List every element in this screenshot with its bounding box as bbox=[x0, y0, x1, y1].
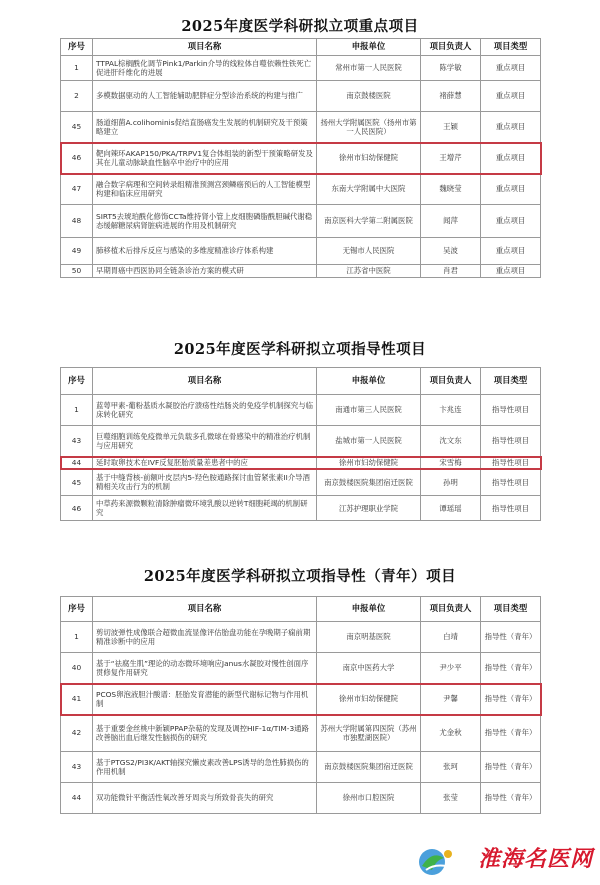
project-leader: 沈文东 bbox=[421, 426, 481, 457]
project-type: 重点项目 bbox=[481, 238, 541, 265]
header-project-name: 项目名称 bbox=[93, 39, 317, 56]
header-project-name: 项目名称 bbox=[93, 368, 317, 395]
project-leader: 魏晓莹 bbox=[421, 174, 481, 205]
project-type: 指导性项目 bbox=[481, 395, 541, 426]
project-type: 重点项目 bbox=[481, 56, 541, 81]
table-row bbox=[61, 457, 541, 469]
project-name: 剪切波弹性成像联合超微血流显像评估胎盘功能在孕晚期子痫前期精准诊断中的应用 bbox=[93, 622, 317, 653]
project-type: 指导性项目 bbox=[481, 496, 541, 521]
table-row bbox=[61, 715, 541, 752]
row-number: 49 bbox=[61, 238, 93, 265]
header-project-name: 项目名称 bbox=[93, 597, 317, 622]
table-row bbox=[61, 238, 541, 265]
header-no: 序号 bbox=[61, 597, 93, 622]
applicant-unit: 江苏省中医院 bbox=[317, 265, 421, 278]
project-type: 指导性（青年） bbox=[481, 715, 541, 752]
project-leader: 尤金秋 bbox=[421, 715, 481, 752]
applicant-unit: 盐城市第一人民医院 bbox=[317, 426, 421, 457]
project-leader: 尹少平 bbox=[421, 653, 481, 684]
row-number: 45 bbox=[61, 112, 93, 143]
project-type: 指导性项目 bbox=[481, 426, 541, 457]
project-type: 指导性（青年） bbox=[481, 684, 541, 715]
project-leader: 张莹 bbox=[421, 783, 481, 814]
project-name: SIRT5去琥珀酰化修饰CCTa维持肾小管上皮细胞磷脂酰胆碱代谢稳态缓解糖尿病肾脏病进展的作用及机制研究 bbox=[93, 205, 317, 238]
header-unit: 申报单位 bbox=[317, 39, 421, 56]
project-leader: 王增芹 bbox=[421, 143, 481, 174]
project-name: 延时取卵技术在IVF反复胚胎质量差患者中的应 bbox=[93, 457, 317, 469]
header-unit: 申报单位 bbox=[317, 597, 421, 622]
table-row bbox=[61, 174, 541, 205]
row-number: 42 bbox=[61, 715, 93, 752]
project-type: 指导性（青年） bbox=[481, 622, 541, 653]
table-row bbox=[61, 752, 541, 783]
applicant-unit: 东南大学附属中大医院 bbox=[317, 174, 421, 205]
table-row bbox=[61, 265, 541, 278]
table-row bbox=[61, 469, 541, 496]
applicant-unit: 徐州市妇幼保健院 bbox=[317, 457, 421, 469]
project-leader: 宋雪梅 bbox=[421, 457, 481, 469]
row-number: 50 bbox=[61, 265, 93, 278]
row-number: 47 bbox=[61, 174, 93, 205]
header-no: 序号 bbox=[61, 39, 93, 56]
project-type: 指导性（青年） bbox=[481, 752, 541, 783]
header-leader: 项目负责人 bbox=[421, 39, 481, 56]
table-row bbox=[61, 112, 541, 143]
applicant-unit: 南通市第三人民医院 bbox=[317, 395, 421, 426]
row-number: 44 bbox=[61, 783, 93, 814]
project-leader: 张珂 bbox=[421, 752, 481, 783]
project-name: 双功能微针平衡活性氧改善牙周炎与所致骨丧失的研究 bbox=[93, 783, 317, 814]
project-name: 基于重要金丝桃中新颖PPAP杂萜的发现及调控HIF-1α/TIM-3通路改善脑出血后继发性脑损伤的研究 bbox=[93, 715, 317, 752]
table-header-row bbox=[61, 368, 541, 395]
header-type: 项目类型 bbox=[481, 39, 541, 56]
section-title-guidance-projects: 2025年度医学科研拟立项指导性项目 bbox=[173, 341, 427, 358]
row-number: 40 bbox=[61, 653, 93, 684]
guidance-projects-table bbox=[60, 367, 541, 521]
applicant-unit: 南京明基医院 bbox=[317, 622, 421, 653]
table-header-row bbox=[61, 39, 541, 56]
project-name: TTPAL棕榈酰化调节Pink1/Parkin介导的线粒体自噬依赖性铁死亡促进肝纤维化的进展 bbox=[93, 56, 317, 81]
row-number: 41 bbox=[61, 684, 93, 715]
applicant-unit: 南京鼓楼医院集团宿迁医院 bbox=[317, 752, 421, 783]
project-name: 早期胃癌中西医协同全链条诊治方案的模式研 bbox=[93, 265, 317, 278]
applicant-unit: 扬州大学附属医院（扬州市第一人民医院） bbox=[317, 112, 421, 143]
table-row bbox=[61, 684, 541, 715]
header-type: 项目类型 bbox=[481, 368, 541, 395]
applicant-unit: 南京医科大学第二附属医院 bbox=[317, 205, 421, 238]
project-name: 基于“祛腐生肌”理论的动态微环境响应Janus水凝胶对慢性创面序贯修复作用研究 bbox=[93, 653, 317, 684]
table-row bbox=[61, 622, 541, 653]
youth-guidance-projects-table bbox=[60, 596, 541, 814]
project-name: 基于中缝背核-前额叶皮层内5-羟色胺通路探讨血管紧张素II介导酒精相关攻击行为的机制 bbox=[93, 469, 317, 496]
project-type: 重点项目 bbox=[481, 143, 541, 174]
project-name: 巨噬细胞训练免疫微单元负载多孔微球在骨感染中的精准治疗机制与应用研究 bbox=[93, 426, 317, 457]
project-type: 重点项目 bbox=[481, 174, 541, 205]
applicant-unit: 常州市第一人民医院 bbox=[317, 56, 421, 81]
row-number: 1 bbox=[61, 622, 93, 653]
section-title-key-projects: 2025年度医学科研拟立项重点项目 bbox=[181, 18, 419, 35]
project-name: 肺移植术后排斥反应与感染的多维度精准诊疗体系构建 bbox=[93, 238, 317, 265]
project-name: 基于PTGS2/PI3K/AKT轴探究懒皮素改善LPS诱导的急性肺损伤的作用机制 bbox=[93, 752, 317, 783]
header-leader: 项目负责人 bbox=[421, 368, 481, 395]
key-projects-table bbox=[60, 38, 541, 278]
project-name: 肠道细菌A.colihominis促结直肠癌发生发展的机制研究及干预策略建立 bbox=[93, 112, 317, 143]
project-type: 重点项目 bbox=[481, 205, 541, 238]
project-type: 指导性（青年） bbox=[481, 783, 541, 814]
table-row bbox=[61, 783, 541, 814]
applicant-unit: 江苏护理职业学院 bbox=[317, 496, 421, 521]
table-row bbox=[61, 143, 541, 174]
row-number: 48 bbox=[61, 205, 93, 238]
table-row bbox=[61, 81, 541, 112]
project-leader: 白靖 bbox=[421, 622, 481, 653]
project-name: 靶向辣环AKAP150/PKA/TRPV1复合体组装的新型干预策略研发及其在儿童动脉缺血性脑卒中治疗中的应用 bbox=[93, 143, 317, 174]
table-row bbox=[61, 205, 541, 238]
applicant-unit: 苏州大学附属第四医院（苏州市独墅湖医院） bbox=[317, 715, 421, 752]
project-name: 融合数字病理和空间转录组精准预测宫颈鳞癌预后的人工智能模型构建和临床应用研究 bbox=[93, 174, 317, 205]
row-number: 43 bbox=[61, 426, 93, 457]
project-leader: 褚薛慧 bbox=[421, 81, 481, 112]
project-type: 重点项目 bbox=[481, 112, 541, 143]
header-leader: 项目负责人 bbox=[421, 597, 481, 622]
project-leader: 尹馨 bbox=[421, 684, 481, 715]
row-number: 46 bbox=[61, 143, 93, 174]
project-name: 多模数据驱动的人工智能辅助肥胖症分型诊治系统的构建与推广 bbox=[93, 81, 317, 112]
applicant-unit: 南京鼓楼医院集团宿迁医院 bbox=[317, 469, 421, 496]
project-leader: 肖君 bbox=[421, 265, 481, 278]
project-leader: 陈学敏 bbox=[421, 56, 481, 81]
row-number: 2 bbox=[61, 81, 93, 112]
header-no: 序号 bbox=[61, 368, 93, 395]
project-type: 重点项目 bbox=[481, 265, 541, 278]
row-number: 1 bbox=[61, 56, 93, 81]
project-type: 重点项目 bbox=[481, 81, 541, 112]
row-number: 46 bbox=[61, 496, 93, 521]
header-type: 项目类型 bbox=[481, 597, 541, 622]
applicant-unit: 无锡市人民医院 bbox=[317, 238, 421, 265]
table-row bbox=[61, 395, 541, 426]
project-leader: 闻萍 bbox=[421, 205, 481, 238]
header-unit: 申报单位 bbox=[317, 368, 421, 395]
project-type: 指导性项目 bbox=[481, 469, 541, 496]
applicant-unit: 徐州市妇幼保健院 bbox=[317, 143, 421, 174]
table-row bbox=[61, 426, 541, 457]
project-name: 中草药来源微颗粒清除肿瘤微环境乳酸以逆转T细胞耗竭的机制研究 bbox=[93, 496, 317, 521]
applicant-unit: 徐州市妇幼保健院 bbox=[317, 684, 421, 715]
project-name: 蓝萼甲素-葡粉基质水凝胶治疗溃疡性结肠炎的免疫学机制探究与临床转化研究 bbox=[93, 395, 317, 426]
project-leader: 卞兆连 bbox=[421, 395, 481, 426]
row-number: 1 bbox=[61, 395, 93, 426]
applicant-unit: 南京中医药大学 bbox=[317, 653, 421, 684]
table-row bbox=[61, 56, 541, 81]
project-type: 指导性项目 bbox=[481, 457, 541, 469]
project-name: PCOS卵泡液胆汁酸谱：胚胎发育潜能的新型代谢标记物与作用机制 bbox=[93, 684, 317, 715]
applicant-unit: 徐州市口腔医院 bbox=[317, 783, 421, 814]
row-number: 45 bbox=[61, 469, 93, 496]
applicant-unit: 南京鼓楼医院 bbox=[317, 81, 421, 112]
watermark-text: 淮海名医网 bbox=[478, 846, 594, 872]
project-leader: 王颖 bbox=[421, 112, 481, 143]
row-number: 44 bbox=[61, 457, 93, 469]
project-leader: 孙明 bbox=[421, 469, 481, 496]
row-number: 43 bbox=[61, 752, 93, 783]
project-type: 指导性（青年） bbox=[481, 653, 541, 684]
project-leader: 吴波 bbox=[421, 238, 481, 265]
table-header-row bbox=[61, 597, 541, 622]
project-leader: 谭瑶瑶 bbox=[421, 496, 481, 521]
table-row bbox=[61, 653, 541, 684]
section-title-youth-guidance-projects: 2025年度医学科研拟立项指导性（青年）项目 bbox=[143, 568, 457, 585]
table-row bbox=[61, 496, 541, 521]
